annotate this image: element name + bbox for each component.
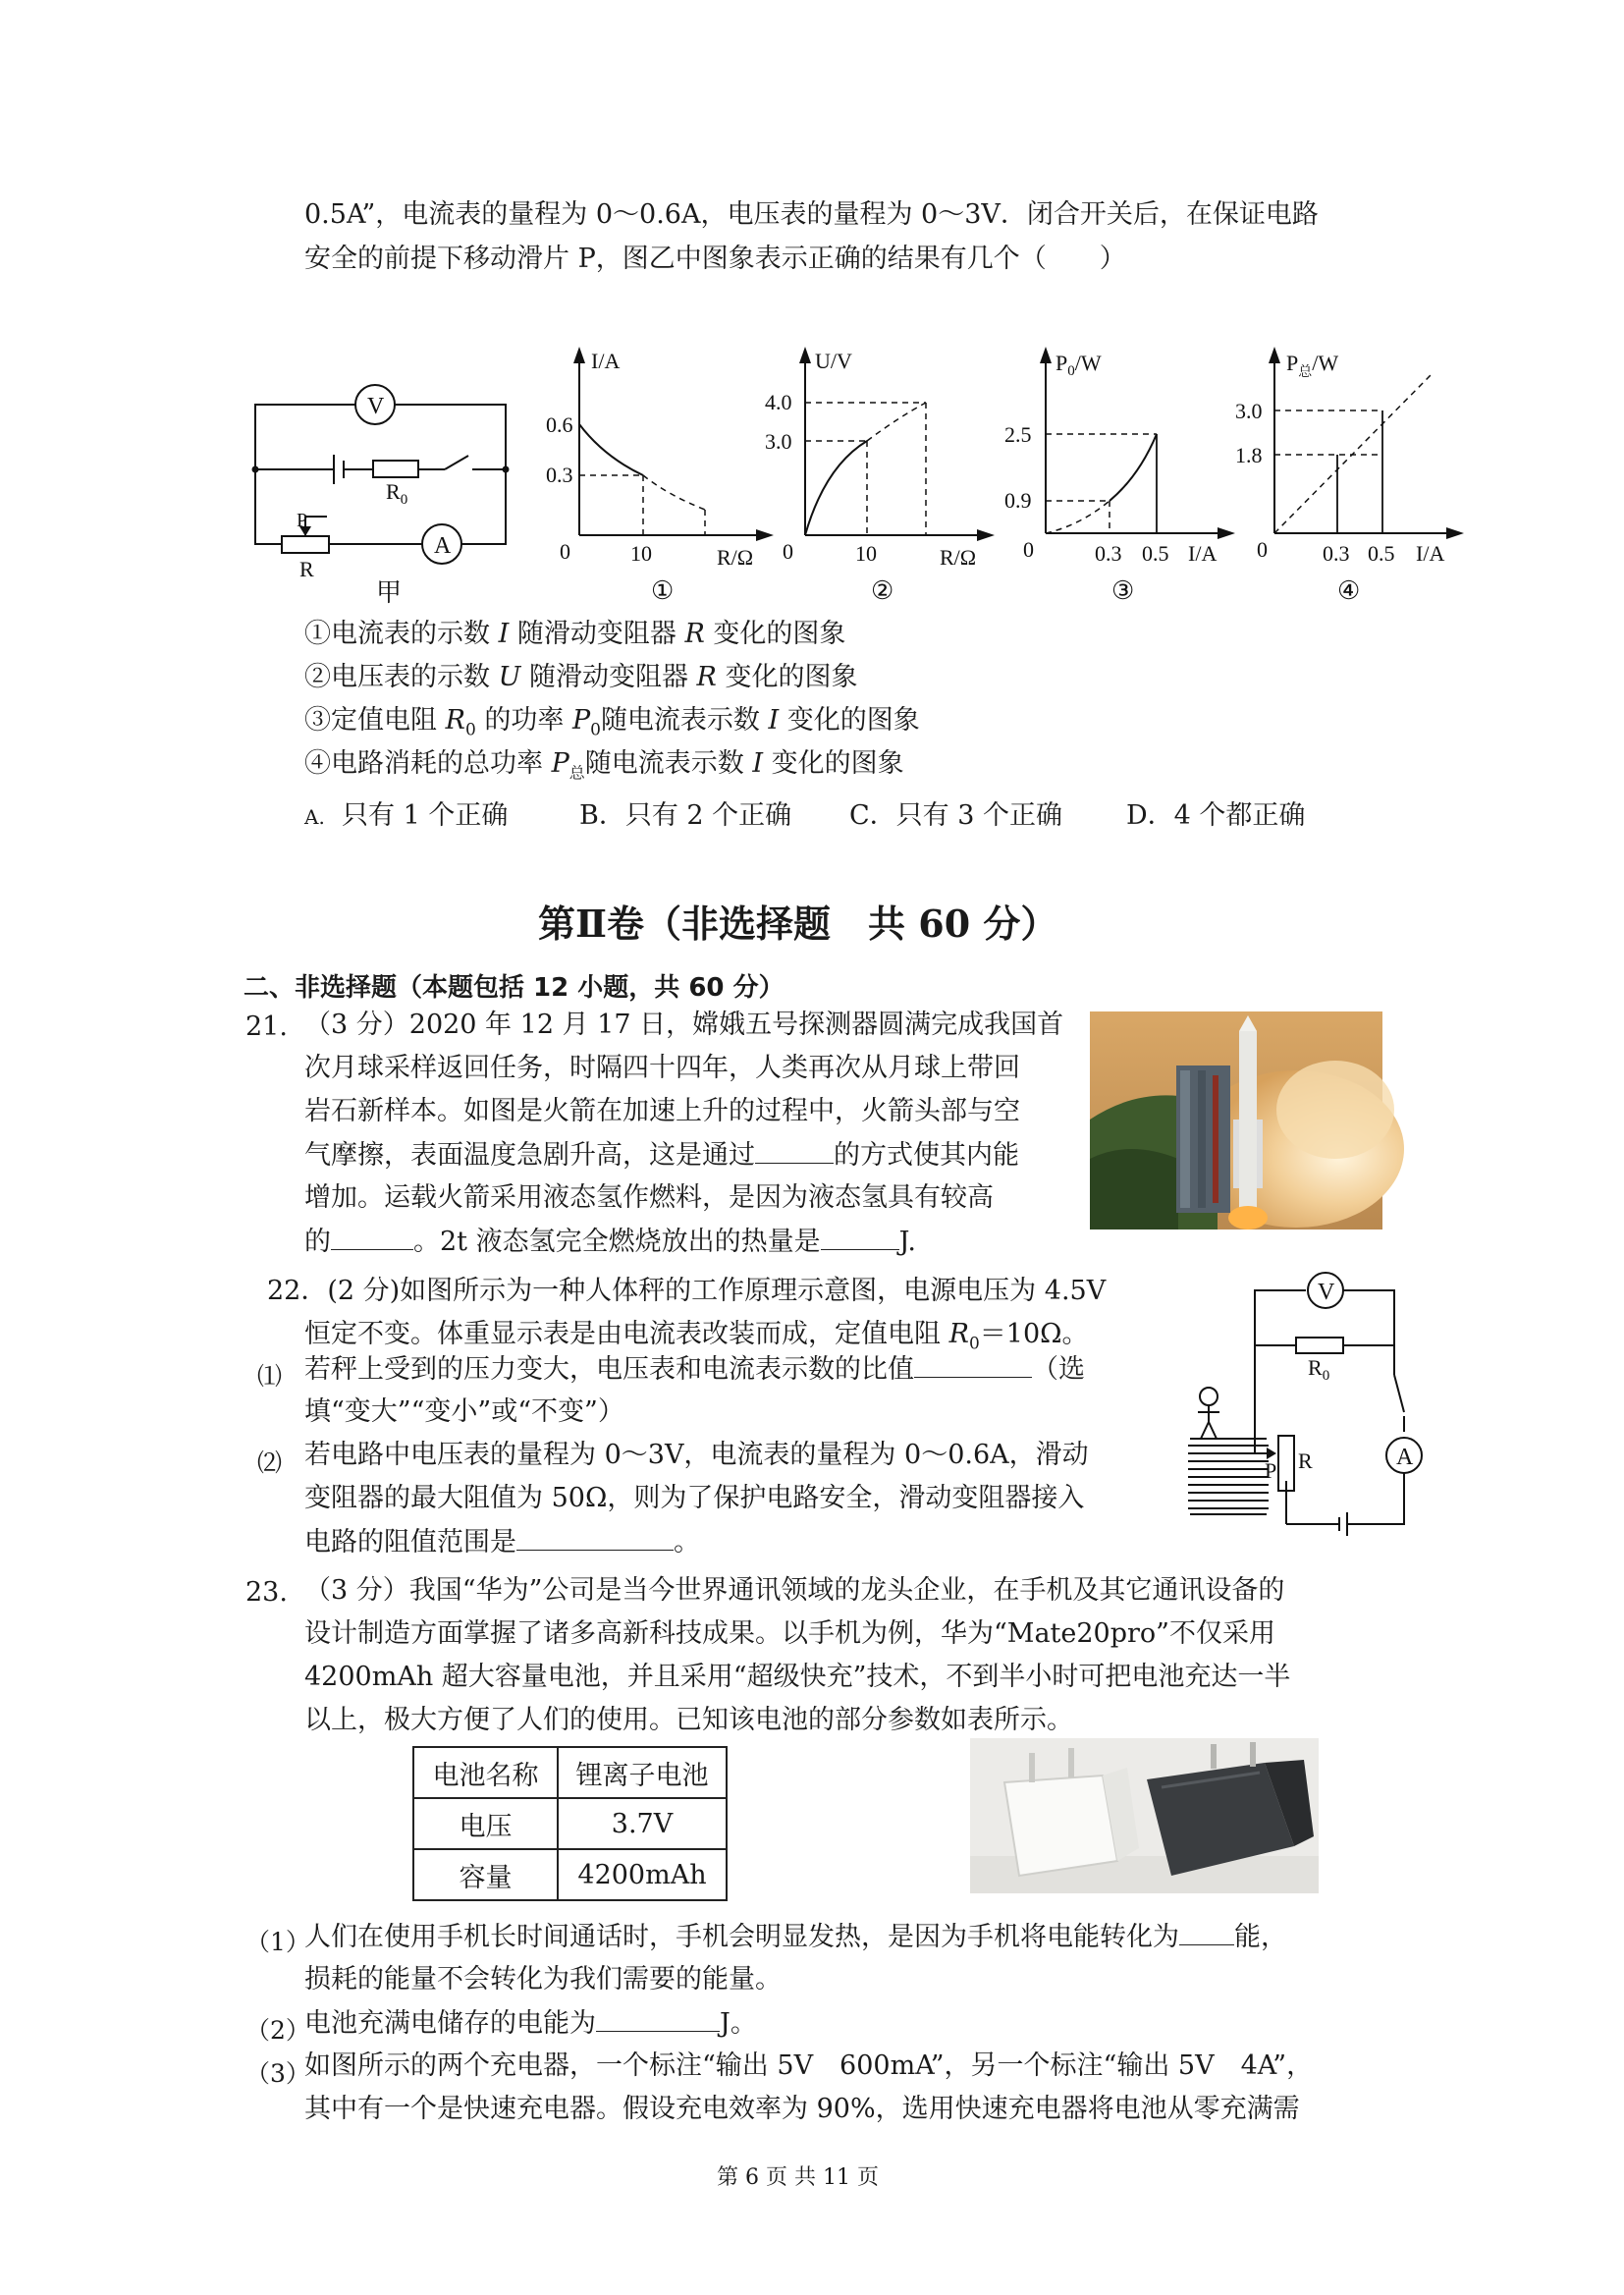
- graph-2: [765, 339, 1006, 614]
- q23-line4: 以上，极大方便了人们的使用。已知该电池的部分参数如表所示。: [304, 1705, 1073, 1735]
- q23-blank-2[interactable]: [596, 2009, 720, 2032]
- rheostat-r-label: R: [299, 557, 314, 581]
- scale-rheostat-r-label: R: [1298, 1448, 1313, 1473]
- q21-line2: 次月球采样返回任务，时隔四十四年，人类再次从月球上带回: [304, 1053, 1020, 1083]
- graph2-ytick: 4.0: [765, 390, 792, 414]
- graph-1: [546, 339, 785, 614]
- graph2-ylabel: U/V: [815, 349, 852, 373]
- q21-line6: 的 。2t 液态氢完全燃烧放出的热量是 J.: [304, 1227, 916, 1257]
- q23-line3: 4200mAh 超大容量电池，并且采用“超级快充”技术，不到半小时可把电池充达一半: [304, 1662, 1291, 1692]
- q22-part1-number: ⑴: [257, 1362, 283, 1391]
- q21-line5: 增加。运载火箭采用液态氢作燃料，是因为液态氢具有较高: [304, 1182, 994, 1213]
- q23-part3-line2: 其中有一个是快速充电器。假设充电效率为 90%，选用快速充电器将电池从零充满需: [304, 2094, 1300, 2124]
- scale-ammeter-label: A: [1396, 1445, 1414, 1470]
- table-cell: 容量: [413, 1849, 558, 1900]
- graph-4: [1227, 339, 1483, 614]
- graph4-xlabel: I/A: [1416, 541, 1445, 566]
- section-heading: 二、非选择题（本题包括 12 小题，共 60 分）: [244, 973, 785, 1003]
- graph3-ytick: 0.9: [1004, 488, 1032, 513]
- graph-3: [1001, 339, 1247, 614]
- statement-2: ②电压表的示数 U 随滑动变阻器 R 变化的图象: [304, 662, 858, 692]
- q21-line1: （3 分）2020 年 12 月 17 日，嫦娥五号探测器圆满完成我国首: [304, 1010, 1064, 1040]
- q23-part2-line1: 电池充满电储存的电能为 J。: [304, 2008, 757, 2039]
- scale-voltmeter-label: V: [1318, 1280, 1335, 1305]
- q22-part1-line1: 若秤上受到的压力变大，电压表和电流表示数的比值 （选: [304, 1354, 1085, 1385]
- statement-1: ①电流表的示数 I 随滑动变阻器 R 变化的图象: [304, 619, 846, 649]
- graph1-xtick: 0: [560, 539, 570, 564]
- graph3-ylabel: $P_0/W$: [1056, 351, 1102, 379]
- graph1-xtick: 10: [630, 541, 652, 566]
- q23-part3-line1: 如图所示的两个充电器，一个标注“输出 5V 600mA”，另一个标注“输出 5V 4A”，: [304, 2050, 1314, 2081]
- q23-part1-line1: 人们在使用手机长时间通话时，手机会明显发热，是因为手机将电能转化为 能，: [304, 1922, 1287, 1952]
- table-row: [413, 1849, 727, 1900]
- slider-p-label: P: [297, 510, 308, 531]
- circuit-caption: 甲: [376, 578, 403, 607]
- q23-part2-number: （2）: [245, 2016, 310, 2045]
- scale-slider-p-label: P: [1265, 1458, 1277, 1483]
- option-c: C．只有 3 个正确: [849, 800, 1063, 831]
- q23-number: 23.: [245, 1577, 288, 1608]
- option-a: A. 只有 1 个正确: [304, 800, 509, 831]
- graph3-xtick: 0.5: [1142, 541, 1169, 566]
- q22-blank-1[interactable]: [914, 1355, 1032, 1378]
- voltmeter-label: V: [367, 394, 385, 419]
- graph4-xtick: 0.3: [1323, 541, 1350, 566]
- table-row: [413, 1747, 727, 1798]
- graph1-caption: ①: [651, 576, 675, 605]
- section-title: 第Ⅱ卷（非选择题 共 60 分）: [538, 902, 1058, 946]
- graph4-ytick: 1.8: [1235, 443, 1263, 467]
- graph3-caption: ③: [1111, 576, 1135, 605]
- q21-blank-3[interactable]: [821, 1228, 899, 1250]
- q22-line2: 恒定不变。体重显示表是由电流表改装而成，定值电阻 $R_0=10\Omega$。: [304, 1319, 1089, 1354]
- table-cell: 电压: [413, 1798, 558, 1849]
- option-b: B．只有 2 个正确: [579, 800, 792, 831]
- q23-part3-number: （3）: [245, 2059, 310, 2088]
- graph3-xlabel: I/A: [1188, 541, 1218, 566]
- table-row: [413, 1798, 727, 1849]
- graph4-caption: ④: [1337, 576, 1361, 605]
- q21-blank-2[interactable]: [331, 1228, 413, 1250]
- graph1-ytick: 0.6: [546, 412, 573, 437]
- graph1-ytick: 0.3: [546, 463, 573, 487]
- graph2-xtick: 10: [855, 541, 877, 566]
- q22-part2-line1: 若电路中电压表的量程为 0～3V，电流表的量程为 0～0.6A，滑动: [304, 1440, 1089, 1470]
- chargers-photo: [970, 1738, 1319, 1893]
- q20-line2: 安全的前提下移动滑片 P，图乙中图象表示正确的结果有几个（ ）: [304, 244, 1126, 274]
- q21-blank-1[interactable]: [755, 1141, 834, 1164]
- r0-label: $R_0$: [386, 479, 408, 508]
- page-number: 第 6 页 共 11 页: [717, 2165, 879, 2190]
- statement-3: ③定值电阻 $R_0$ 的功率 $P_0$随电流表示数 I 变化的图象: [304, 705, 920, 740]
- graph3-xtick: 0: [1023, 537, 1034, 562]
- scale-r0-label: $R_0$: [1308, 1355, 1330, 1384]
- statement-4: ④电路消耗的总功率 $P_总$随电流表示数 I 变化的图象: [304, 748, 904, 783]
- q22-line1: 22．(2 分)如图所示为一种人体秤的工作原理示意图，电源电压为 4.5V: [267, 1276, 1107, 1306]
- q21-number: 21.: [245, 1011, 288, 1042]
- graph2-ytick: 3.0: [765, 429, 792, 454]
- graph3-ytick: 2.5: [1004, 422, 1032, 447]
- graph4-ytick: 3.0: [1235, 399, 1263, 423]
- option-d: D．4 个都正确: [1126, 800, 1306, 831]
- table-cell: 3.7V: [558, 1798, 727, 1849]
- q21-line3: 岩石新样本。如图是火箭在加速上升的过程中，火箭头部与空: [304, 1096, 1020, 1126]
- q23-part1-line2: 损耗的能量不会转化为我们需要的能量。: [304, 1964, 782, 1994]
- ammeter-label: A: [434, 533, 452, 559]
- graph2-xlabel: R/Ω: [940, 545, 977, 570]
- q23-line2: 设计制造方面掌握了诸多高新科技成果。以手机为例，华为“Mate20pro”不仅采用: [304, 1618, 1275, 1649]
- graph2-caption: ②: [871, 576, 894, 605]
- q22-blank-2[interactable]: [516, 1528, 674, 1551]
- q22-part2-number: ⑵: [257, 1448, 283, 1477]
- graph4-xtick: 0: [1257, 537, 1268, 562]
- graph2-xtick: 0: [783, 539, 793, 564]
- rocket-launch-photo: [1090, 1011, 1382, 1229]
- battery-parameters-table: [412, 1746, 728, 1901]
- q23-blank-1[interactable]: [1179, 1923, 1234, 1945]
- q22-part2-line2: 变阻器的最大阻值为 50Ω，则为了保护电路安全，滑动变阻器接入: [304, 1483, 1085, 1513]
- q21-line4: 气摩擦，表面温度急剧升高，这是通过 的方式使其内能: [304, 1140, 1019, 1171]
- table-cell: 电池名称: [413, 1747, 558, 1798]
- graph4-ylabel: $P_总/W$: [1286, 351, 1339, 380]
- q23-part1-number: （1）: [245, 1928, 310, 1956]
- q23-line1: （3 分）我国“华为”公司是当今世界通讯领域的龙头企业，在手机及其它通讯设备的: [304, 1575, 1285, 1606]
- body-scale-circuit: [1168, 1267, 1434, 1561]
- q22-part1-line2: 填“变大”“变小”或“不变”）: [304, 1396, 624, 1427]
- circuit-diagram-jia: [241, 373, 525, 609]
- table-cell: 4200mAh: [558, 1849, 727, 1900]
- q22-part2-line3: 电路的阻值范围是 。: [304, 1527, 700, 1557]
- graph4-xtick: 0.5: [1368, 541, 1395, 566]
- graph1-xlabel: R/Ω: [717, 545, 754, 570]
- graph3-xtick: 0.3: [1095, 541, 1122, 566]
- graph1-ylabel: I/A: [591, 349, 621, 373]
- table-cell: 锂离子电池: [558, 1747, 727, 1798]
- q20-line1: 0.5A”，电流表的量程为 0～0.6A，电压表的量程为 0～3V．闭合开关后，在保证电路: [304, 199, 1319, 230]
